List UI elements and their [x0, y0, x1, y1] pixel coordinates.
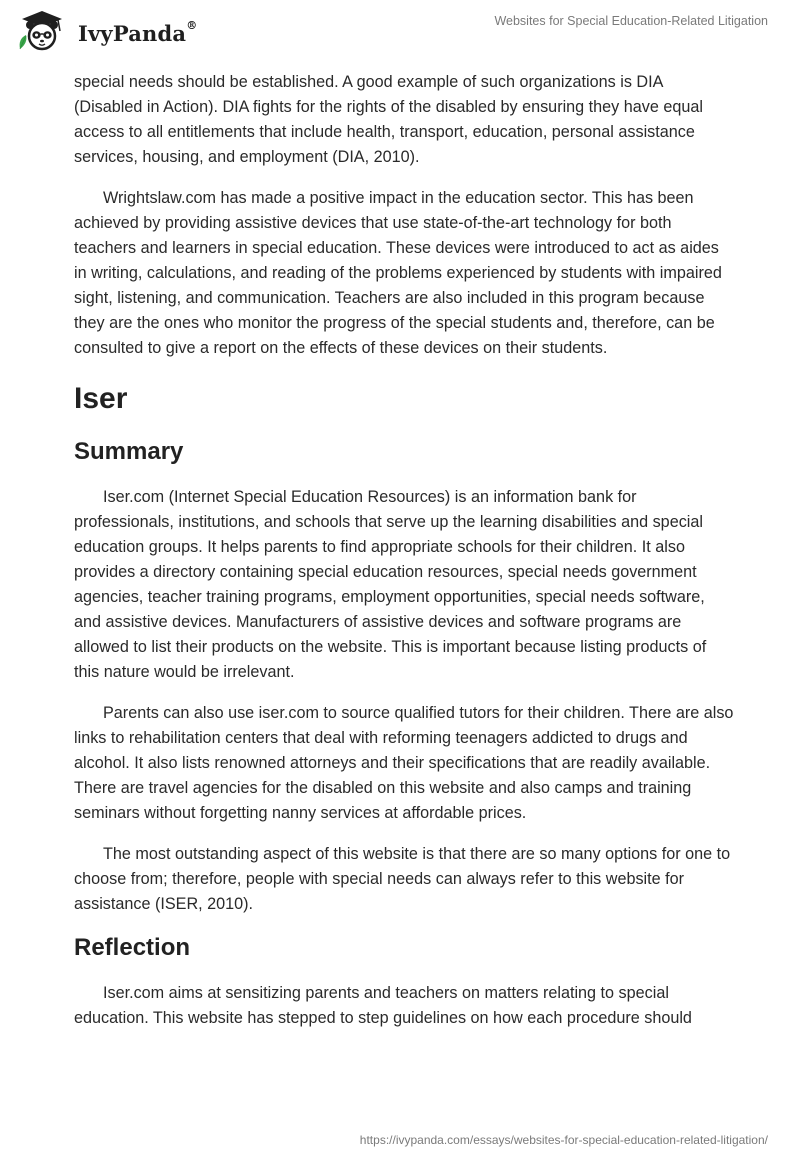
paragraph-iser-outstanding: The most outstanding aspect of this website is that there are so many options for one to choose from; therefore, people with special needs can always refer to this website for assistance (ISER, 2010).: [74, 845, 731, 913]
article-body: [74, 70, 734, 1047]
section-heading-iser: Iser: [74, 382, 128, 415]
subheading-reflection: Reflection: [74, 934, 191, 961]
brand-name: IvyPanda®: [78, 18, 198, 46]
footer-url[interactable]: https://ivypanda.com/essays/websites-for-special-education-related-litigation/: [359, 1133, 768, 1147]
brand-logo[interactable]: [14, 9, 197, 53]
paragraph-wrightslaw: Wrightslaw.com has made a positive impact in the education sector. This has been achieved by providing assistive devices that use state-of-the-art technology for both teachers and learners in special education. These devices were introduced to act as aides in writing, calculations, and reading of the problems experienced by students with impaired sight, listening, and communication. Teachers are also included in this program because they are the ones who monitor the progress of the special students and, therefore, can be consulted to give a report on the effects of these devices on their students.: [74, 189, 722, 357]
paragraph-iser-intro: Iser.com (Internet Special Education Resources) is an information bank for professionals, institutions, and schools that serve up the learning disabilities and special education groups. It helps parents to find appropriate schools for their children. It also provides a directory containing special education resources, special needs government agencies, teacher training programs, employment opportunities, special needs software, and assistive devices. Manufacturers of assistive devices and software programs are allowed to list their products on the website. This is important because listing products of this nature would be irrelevant.: [74, 488, 707, 681]
page-header: [0, 0, 800, 70]
running-title: Websites for Special Education-Related Litigation: [494, 14, 768, 28]
paragraph-iser-parents: Parents can also use iser.com to source qualified tutors for their children. There are also links to rehabilitation centers that deal with reforming teenagers addicted to drugs and alcohol. It also lists renowned attorneys and their specifications that are readily available. There are travel agencies for the disabled on this website and also camps and training seminars without forgetting nanny services at affordable prices.: [74, 704, 734, 822]
panda-logo-icon: [14, 9, 76, 53]
subheading-summary: Summary: [74, 438, 184, 465]
paragraph-dia: special needs should be established. A good example of such organizations is DIA (Disabled in Action). DIA fights for the rights of the disabled by ensuring they have equal access to all entitlements that include health, transport, education, personal assistance services, housing, and employment (DIA, 2010).: [74, 73, 703, 166]
registered-mark: ®: [186, 18, 198, 32]
paragraph-reflection: Iser.com aims at sensitizing parents and teachers on matters relating to special education. This website has stepped to step guidelines on how each procedure should: [74, 984, 692, 1027]
